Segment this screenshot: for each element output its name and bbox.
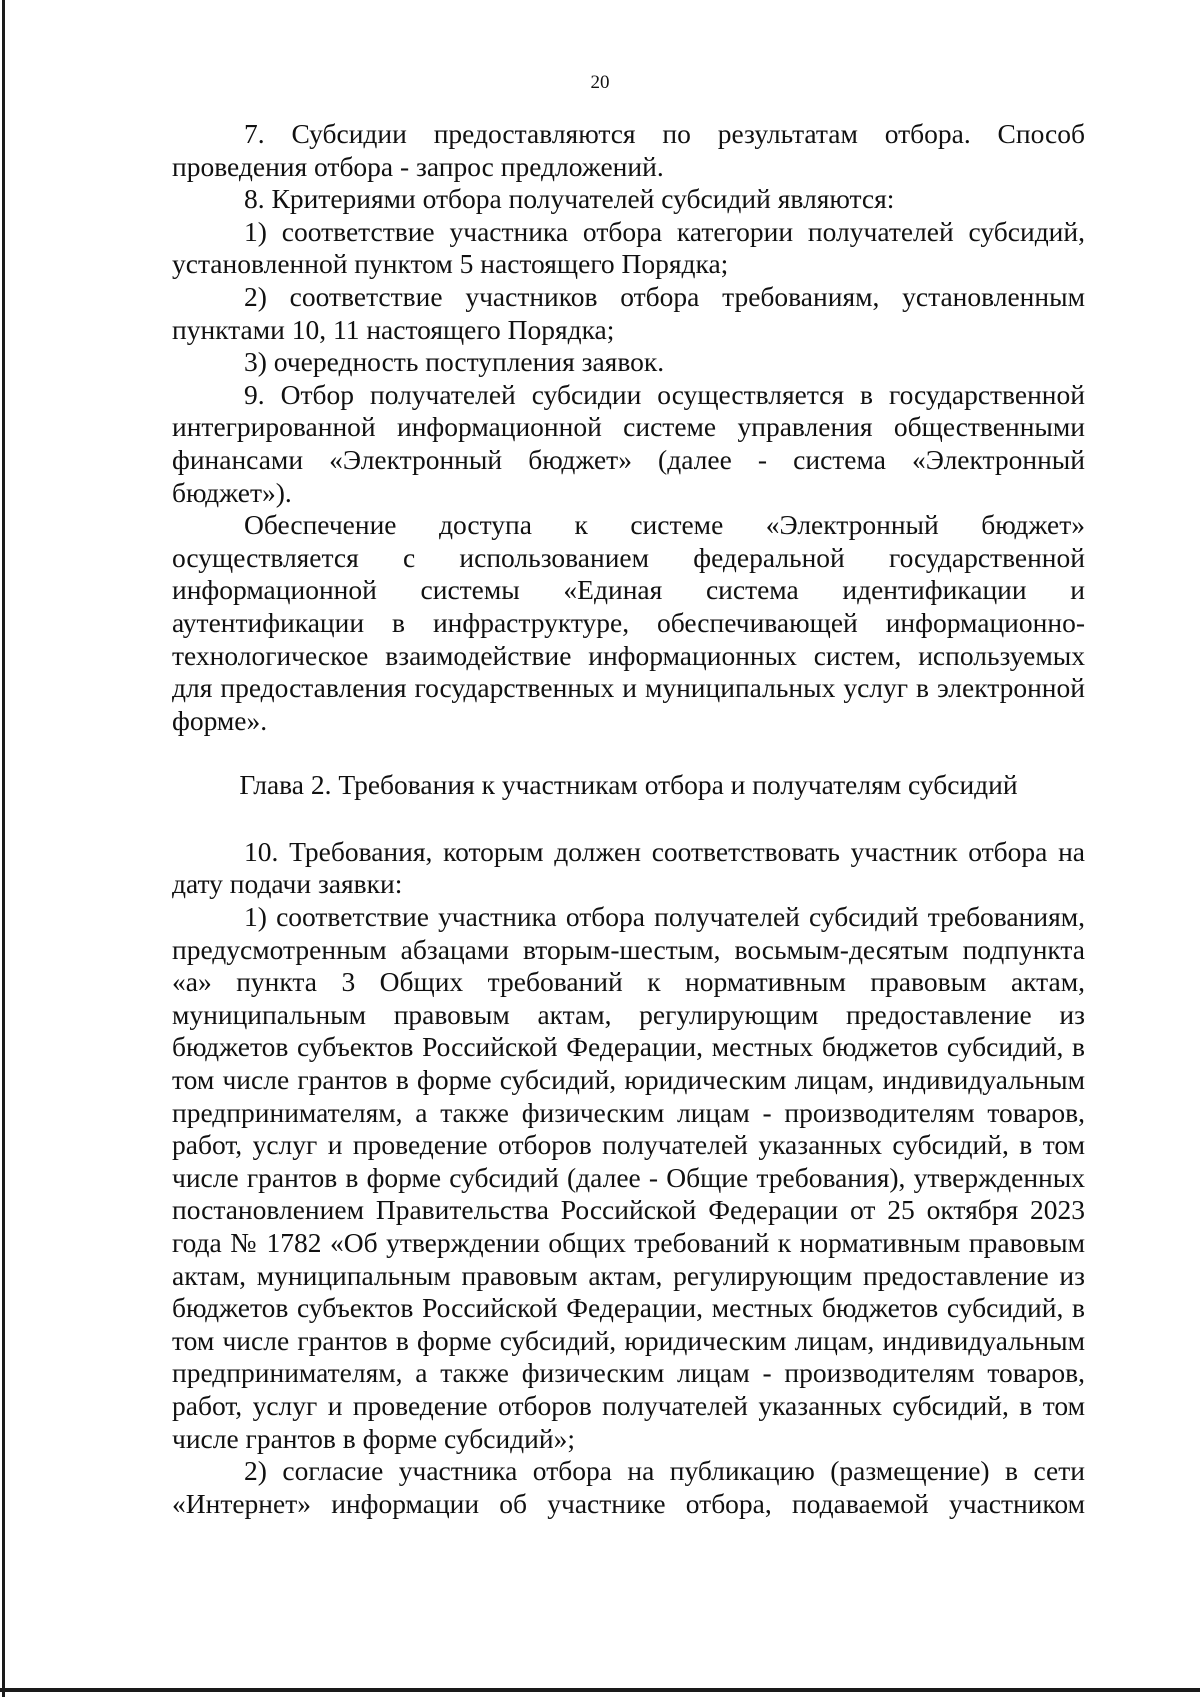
paragraph-10-item-1: 1) соответствие участника отбора получателей субсидий требованиям, предусмотренным абзацами вторым-шестым, восьмым-десятым подпункта «а» пункта 3 Общих требований к нормативным правовым актам, муниципальным правовым актам, регулирующим предоставление из бюджетов субъектов Российской Федерации, местных бюджетов субсидий, в том числе грантов в форме субсидий, юридическим лицам, индивидуальным предпринимателям, а также физическим лицам - производителям товаров, работ, услуг и проведение отборов получателей указанных субсидий, в том числе грантов в форме субсидий (далее - Общие требования), утвержденных постановлением Правительства Российской Федерации от 25 октября 2023 года № 1782 «Об утверждении общих требований к нормативным правовым актам, муниципальным правовым актам, регулирующим предоставление из бюджетов субъектов Российской Федерации, местных бюджетов субсидий, в том числе грантов в форме субсидий, юридическим лицам, индивидуальным предпринимателям, а также физическим лицам - производителям товаров, работ, услуг и проведение отборов получателей указанных субсидий, в том числе грантов в форме субсидий»; (172, 901, 1085, 1454)
paragraph-8-item-1: 1) соответствие участника отбора категории получателей субсидий, установленной пунктом 5 настоящего Порядка; (172, 215, 1085, 280)
paragraph-8-item-3: 3) очередность поступления заявок. (244, 346, 665, 378)
paragraph-9-access: Обеспечение доступа к системе «Электронный бюджет» осуществляется с использованием федеральной государственной информационной системы «Единая система идентификации и аутентификации в инфраструктуре, обеспечивающей информационно-технологическое взаимодействие информационных систем, используемых для предоставления государственных и муниципальных услуг в электронной форме». (172, 509, 1085, 736)
scan-border-bottom (0, 1688, 1200, 1692)
paragraph-10: 10. Требования, которым должен соответствовать участник отбора на дату подачи заявки: (172, 835, 1085, 900)
paragraph-7: 7. Субсидии предоставляются по результатам отбора. Способ проведения отбора - запрос предложений. (172, 118, 1085, 182)
page-number: 20 (590, 72, 610, 93)
paragraph-8-item-2: 2) соответствие участников отбора требованиям, установленным пунктами 10, 11 настоящего Порядка; (172, 280, 1085, 345)
paragraph-9: 9. Отбор получателей субсидии осуществляется в государственной интегрированной информационной системе управления общественными финансами «Электронный бюджет» (далее - система «Электронный бюджет»). (172, 378, 1085, 508)
scan-border-left (2, 0, 5, 1697)
paragraph-10-item-2: 2) согласие участника отбора на публикацию (размещение) в сети «Интернет» информации об участнике отбора, подаваемой участником (172, 1455, 1085, 1519)
paragraph-8: 8. Критериями отбора получателей субсидий являются: (244, 183, 895, 215)
chapter-heading: Глава 2. Требования к участникам отбора и получателям субсидий (239, 769, 1018, 801)
document-body (172, 118, 1085, 1520)
